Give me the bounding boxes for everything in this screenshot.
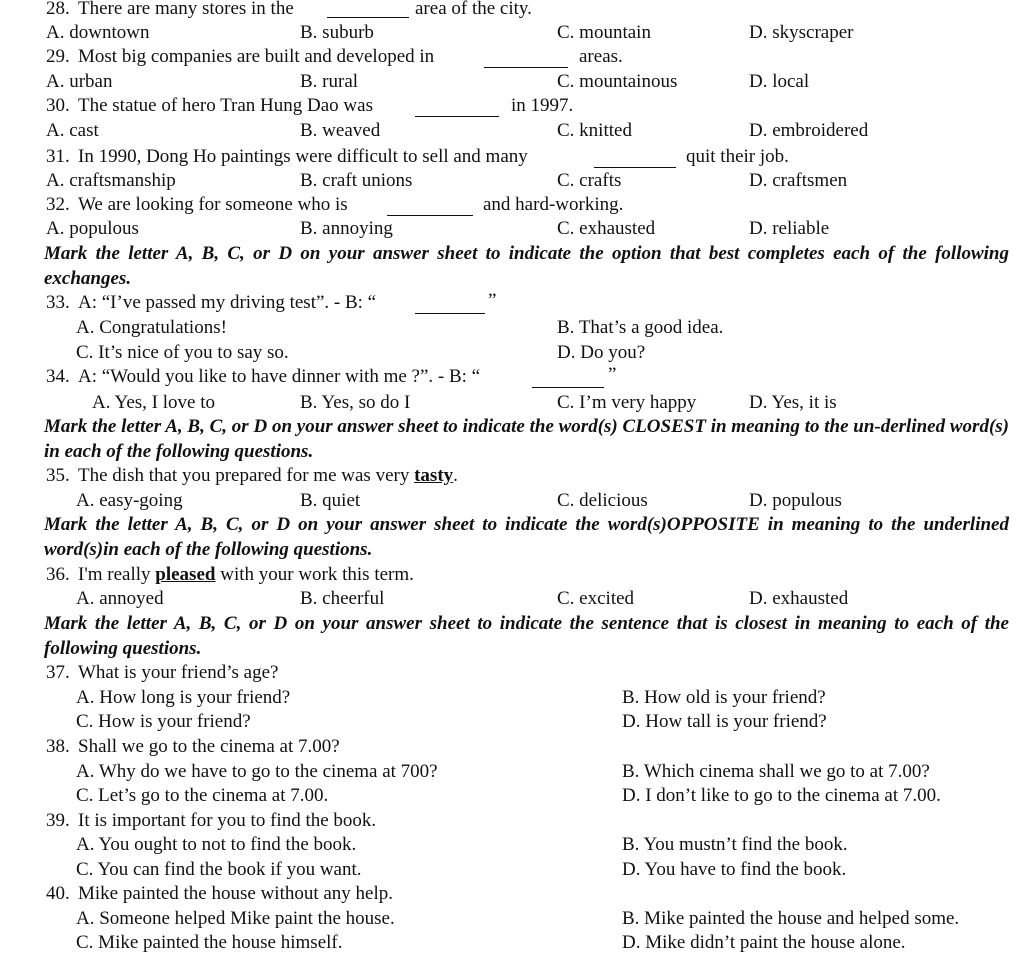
option-d: D. populous [749,490,842,511]
question-number: 36. [46,564,70,585]
option-a: A. easy-going [76,490,183,511]
option-c: C. exhausted [557,218,656,239]
question-number: 35. [46,465,70,486]
question-number: 37. [46,662,70,683]
question-stem: The statue of hero Tran Hung Dao was [78,95,373,116]
option-d: D. local [749,71,810,92]
answer-blank [484,50,568,68]
option-b: B. Yes, so do I [300,392,411,413]
option-a: A. Why do we have to go to the cinema at 700? [76,761,438,782]
question-number: 38. [46,736,70,757]
question-stem: It is important for you to find the book. [78,810,377,831]
question-stem: Most big companies are built and developed in [78,46,435,67]
option-c: C. It’s nice of you to say so. [76,342,289,363]
instruction-opposite: Mark the letter A, B, C, or D on your answer sheet to indicate the word(s)OPPOSITE in meaning to the underlined word(s)in each of the following questions. [44,514,1009,560]
question-stem: Mike painted the house without any help. [78,883,394,904]
question-number: 28. [46,0,70,19]
question-number: 29. [46,46,70,67]
answer-blank [532,370,604,388]
option-c: C. How is your friend? [76,711,251,732]
option-a: A. downtown [46,22,150,43]
question-stem-end: and hard-working. [483,194,624,215]
option-c: C. mountain [557,22,651,43]
option-d: D. embroidered [749,120,869,141]
question-stem: I'm really pleased with your work this term. [78,564,414,585]
option-b: B. Mike painted the house and helped some. [622,908,960,929]
option-b: B. That’s a good idea. [557,317,724,338]
option-b: B. cheerful [300,588,385,609]
option-a: A. cast [46,120,99,141]
option-a: A. annoyed [76,588,164,609]
option-a: A. urban [46,71,113,92]
question-stem-end: area of the city. [415,0,532,19]
option-d: D. I don’t like to go to the cinema at 7.00. [622,785,941,806]
answer-blank [415,99,499,117]
question-stem: We are looking for someone who is [78,194,348,215]
question-stem-end: ” [488,290,497,311]
question-stem-end: areas. [579,46,623,67]
question-stem: A: “Would you like to have dinner with me ?”. - B: “ [78,366,481,387]
instruction-sentence: Mark the letter A, B, C, or D on your answer sheet to indicate the sentence that is closest in meaning to each of the following questions. [44,613,1009,659]
option-a: A. Congratulations! [76,317,227,338]
option-d: D. exhausted [749,588,849,609]
question-number: 31. [46,146,70,167]
option-b: B. rural [300,71,359,92]
question-number: 32. [46,194,70,215]
option-c: C. Let’s go to the cinema at 7.00. [76,785,329,806]
option-c: C. delicious [557,490,648,511]
instruction-closest: Mark the letter A, B, C, or D on your answer sheet to indicate the word(s) CLOSEST in meaning to the un-derlined word(s) in each of the following questions. [44,416,1009,462]
question-stem: The dish that you prepared for me was very tasty. [78,465,458,486]
question-stem: Shall we go to the cinema at 7.00? [78,736,340,757]
option-c: C. knitted [557,120,632,141]
option-d: D. craftsmen [749,170,848,191]
underlined-word: tasty [414,465,454,486]
question-stem-end: in 1997. [511,95,574,116]
option-c: C. Mike painted the house himself. [76,932,343,953]
option-d: D. Yes, it is [749,392,837,413]
answer-blank [327,0,409,18]
question-number: 40. [46,883,70,904]
question-number: 33. [46,292,70,313]
option-a: A. Someone helped Mike paint the house. [76,908,395,929]
option-d: D. Mike didn’t paint the house alone. [622,932,906,953]
option-a: A. craftsmanship [46,170,176,191]
question-stem: In 1990, Dong Ho paintings were difficult to sell and many [78,146,528,167]
option-b: B. suburb [300,22,374,43]
question-number: 30. [46,95,70,116]
question-stem-end: ” [608,364,617,385]
question-stem-end: quit their job. [686,146,789,167]
answer-blank [415,296,485,314]
option-c: C. crafts [557,170,622,191]
question-number: 34. [46,366,70,387]
option-a: A. You ought to not to find the book. [76,834,357,855]
question-number: 39. [46,810,70,831]
option-d: D. Do you? [557,342,646,363]
option-c: C. You can find the book if you want. [76,859,362,880]
option-b: B. weaved [300,120,381,141]
option-a: A. How long is your friend? [76,687,291,708]
option-d: D. You have to find the book. [622,859,847,880]
option-a: A. Yes, I love to [92,392,215,413]
option-d: D. reliable [749,218,830,239]
option-b: B. annoying [300,218,393,239]
option-c: C. I’m very happy [557,392,697,413]
instruction-exchanges: Mark the letter A, B, C, or D on your answer sheet to indicate the option that best completes each of the following exchanges. [44,243,1009,289]
answer-blank [387,198,473,216]
option-b: B. quiet [300,490,361,511]
option-c: C. mountainous [557,71,678,92]
option-b: B. You mustn’t find the book. [622,834,848,855]
option-b: B. craft unions [300,170,413,191]
option-d: D. skyscraper [749,22,854,43]
option-b: B. Which cinema shall we go to at 7.00? [622,761,930,782]
question-stem: There are many stores in the [78,0,294,19]
option-c: C. excited [557,588,635,609]
option-b: B. How old is your friend? [622,687,826,708]
question-stem: What is your friend’s age? [78,662,279,683]
option-a: A. populous [46,218,139,239]
option-d: D. How tall is your friend? [622,711,827,732]
underlined-word: pleased [155,564,216,585]
question-stem: A: “I’ve passed my driving test”. - B: “ [78,292,377,313]
answer-blank [594,150,676,168]
